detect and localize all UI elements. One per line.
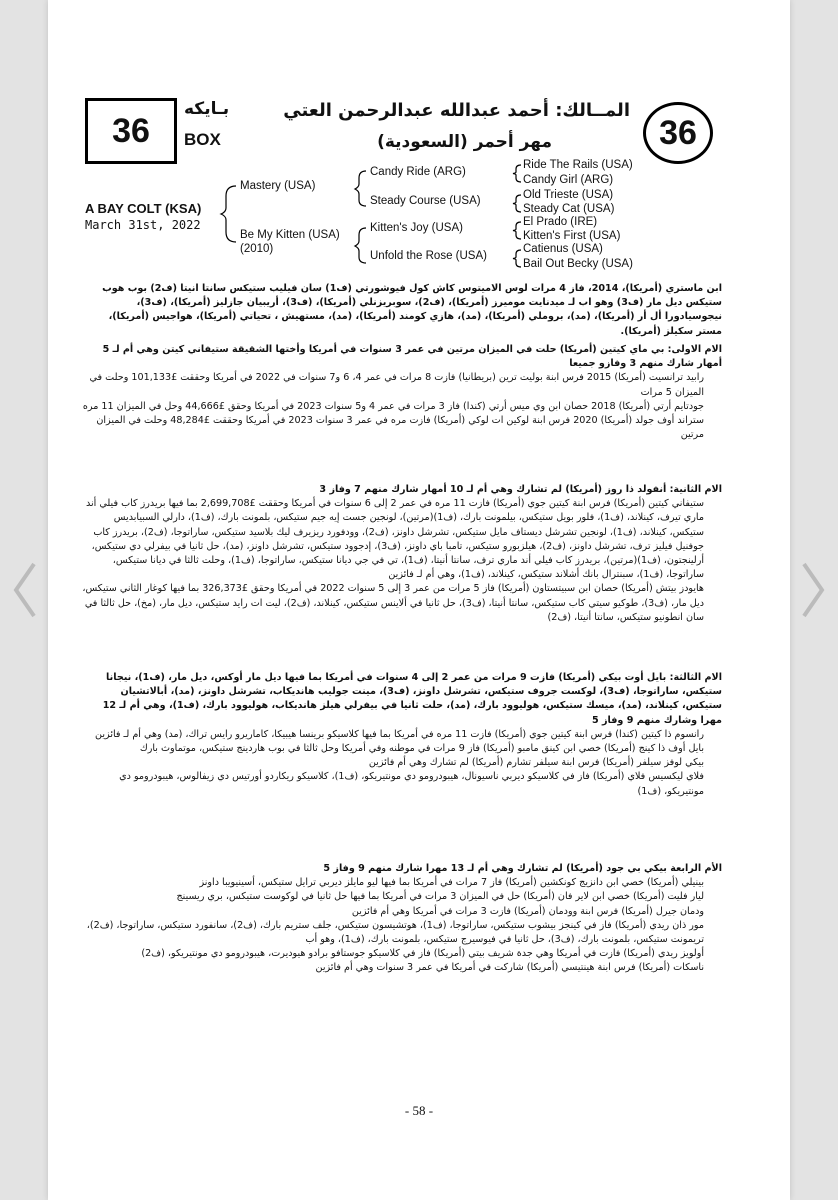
- sire-section: [82, 282, 722, 339]
- pedigree-sdd: Steady Cat (USA): [523, 203, 615, 215]
- first-dam-offspring-1: رابيد ترانسيت (أمريكا) 2015 فرس ابنة بوليت ترين (بريطانيا) فازت 8 مرات في عمر 4، 6 و7 سنوات في 2022 في أمريكا وحققت £101,133 وحلت في الميزان 5 مرات: [89, 372, 704, 398]
- pedigree-dam-year: (2010): [240, 243, 274, 255]
- third-dam-offspring-2: بايل أوف ذا كينج (أمريكا) خصي ابن كينق مامبو (أمريكا) فاز 9 مرات في موطنه وفي أمريكا وحل ثالثا في بوب هاردينج ستيكس، موتماوث بارك: [139, 743, 704, 755]
- fourth-dam-offspring-6: ناسكات (أمريكا) فرس ابنة هينتيسي (أمريكا) شاركت في أمريكا في عمر 3 سنوات وهي أم فائزين: [315, 962, 704, 974]
- second-dam-section: [82, 483, 722, 625]
- fourth-dam-offspring-3: ودمان جيرل (أمريكا) فرس ابنة وودمان (أمريكا) فازت 3 مرات في أمريكا وهي أم فائزين: [351, 905, 704, 917]
- next-page-arrow[interactable]: [798, 560, 828, 620]
- fourth-dam-section: [82, 862, 722, 976]
- bay-label: بـايكه: [184, 99, 230, 119]
- fourth-dam-offspring-5: أولويز ريدي (أمريكا) فازت في أمريكا وهي جدة شريف بيتي (أمريكا) فاز في كلاسيكو جوستافو برادو هيوديرت، هيبودرومو دي مونتيريكو، (ف2): [141, 948, 704, 960]
- third-dam-section: [82, 671, 722, 799]
- fourth-dam-offspring-1: بينيلي (أمريكا) خصي ابن دانزيج كونكشين (أمريكا) فاز 7 مرات في أمريكا بما فيها ليو مايلز ديربي ترايل ستيكس، أسينيويبا داونز: [199, 877, 704, 889]
- box-label: BOX: [184, 130, 221, 149]
- third-dam-offspring-3: بيكي لوفز سيلفر (أمريكا) فرس ابنة سيلفر تشارم (أمريكا) لم تشارك وهي أم فائزين: [368, 757, 704, 769]
- pedigree-dam-dam: Unfold the Rose (USA): [370, 250, 487, 262]
- fourth-dam-offspring-4: مور ذان ريدي (أمريكا) فاز في كينجز بيشوب ستيكس، ساراتوجا، (ف1)، هوتشيسون ستيكس، جلف ستريم بارك، (ف2)، سانفورد ستيكس، ساراتوجا، (ف2)، تريمونت ستيكس، بلمونت بارك، (ف3)، حل ثانيا في فيوسيرج ستيكس، بلمونت بارك، (ف1)، وهو أب: [86, 919, 704, 946]
- pedigree-ssd: Candy Girl (ARG): [523, 174, 614, 186]
- pedigree-dam-sire: Kitten's Joy (USA): [370, 222, 463, 234]
- first-dam-offspring-2: جودتايم أرتي (أمريكا) 2018 حصان ابن وي ميس أرتي (كندا) فاز 3 مرات في عمر 4 و5 سنوات 2023 في أمريكا وحقق £44,666 وحل في الميزان 11 مره: [82, 400, 704, 412]
- page-number: - 58 -: [404, 1103, 434, 1118]
- sire-paragraph: ابن ماستري (أمريكا)، 2014، فاز 4 مرات لوس الاميتوس كاش كول فيوشورتي (ف1) سان فيليب ستيكس سانتا انيتا (ف2) بوب هوب ستيكس ديل مار (ف3) وهو اب لـ ميدنايت موميرز (أمريكا)، (ف2)، سوبريزنلي (أمريكا)، (ف3)، أريبيان جازليز (أمريكا)، (ف3)، نيجوسيادورا أل أر (أمريكا)، (مد)، بروملي (أمريكا)، (مد)، هازي كومند (أمريكا)، (مد)، مستهيش ، تحياتي (أمريكا)، هواجيس (أمريكا)، مستر سكيلز (أمريكا).: [102, 283, 722, 337]
- pedigree-sire-sire: Candy Ride (ARG): [370, 166, 466, 178]
- third-dam-offspring-4: فلاي ليكسيس فلاي (أمريكا) فاز في كلاسيكو ديربي ناسيونال، هيبودرومو دي مونتيريكو، (ف1)، كلاسيكو ريكاردو أورتيس دي زيفالوس، هيبودرومو دي مونتيريكو، (ف1): [119, 771, 704, 797]
- pedigree-dsd: Kitten's First (USA): [523, 230, 621, 242]
- second-dam-offspring-1: ستيفاني كيتين (أمريكا) فرس ابنة كيتين جوي (أمريكا) فازت 11 مره في عمر 2 إلى 6 سنوات في أمريكا وحققت £2,699,708 بما فيها بريدرز كاب فيلي أند ماري تيرف، كينلاند، (ف1)، فلور بويل ستيكس، بيلمونت بارك، (ف1)(مرتين)، لونجين جست إيه جيم ستيكس، بلمونت بارك، (ف1)، دارلي السبيابديس ستيكس، كينلاند، (ف1)، لونجين تشرشل ديستاف مايل ستيكس، تشرشل داونز، (ف2)، وودفورد ريزيرف ليك بلاسيد ستيكس، ساراتوجا، (ف2)، بريدرز كاب جوفنيل فيليز ترف، تشرشل داونز، (ف2)، هيلزبورو ستيكس، تامبا باي داونز، (ف3)، إدجوود ستيكس، تشرشل داونز، (مد)، حل ثانيا في بيفرلي دي ستيكس، أرلينجتون، (ف1)(مرتين)، بريدرز كاب فيلي أند ماري ترف، سانتا أنيتا، (ف1)، تي في جي ديانا ستيكس، ساراتوجا، (ف1)، وحلت ثالثا في ديانا ستيكس، ساراتوجا، (ف1)، سبنترال بانك أشلاند ستيكس، كينلاند، (ف1)، وهي أم لـ فائزين: [85, 498, 704, 581]
- pedigree-dss: El Prado (IRE): [523, 216, 598, 228]
- lot-number-box: 36: [85, 98, 177, 164]
- pedigree-dam: Be My Kitten (USA): [240, 229, 340, 241]
- pedigree-dds: Catienus (USA): [523, 243, 603, 255]
- pedigree-sss: Ride The Rails (USA): [523, 159, 633, 171]
- owner-name: المــالك: أحمد عبدالله عبدالرحمن العتي: [283, 100, 630, 121]
- horse-description: مهر أحمر (السعودية): [377, 132, 552, 152]
- colt-title: A BAY COLT (KSA): [85, 201, 202, 216]
- pedigree-ddd: Bail Out Becky (USA): [523, 258, 633, 270]
- third-dam-heading: الام الثالثة: بايل أوت بيكي (أمريكا) فازت 9 مرات من عمر 2 إلى 4 سنوات في أمريكا بما فيها ديل مار أوكس، ديل مار، (ف1)، نيجانا ستيكس، ساراتوجا، (ف3)، لوكست جروف ستيكس، تشرشل داونز، (ف3)، مينت جوليب هانديكاب، تشرشل داونز، (مد)، أبالاتشيان ستيكس، كينلاند، (مد)، ميسك ستيكس، هوليوود بارك، (مد)، حلت ثانيا في بيفرلي هيلز هانديكاب، هوليوود بارك، (ف1)، وهي أم لـ 12 مهرا وشارك منهم 9 وفاز 5: [102, 672, 722, 726]
- fourth-dam-offspring-2: ليار فليت (أمريكا) خصي ابن لاير فان (أمريكا) حل في الميزان 3 مرات في أمريكا بما فيها حل ثانيا في لوكوست ستيكس، بري ريسينج: [176, 891, 704, 903]
- second-dam-offspring-2: هايودز بيتش (أمريكا) حصان ابن سبيتستاون (أمريكا) فاز 5 مرات من عمر 3 إلى 5 سنوات 2022 في أمريكا وحقق £326,373 بما فيها كوغار الثاني ستيكس، ديل مار، (ف3)، طوكيو سيتي كاب ستيكس، سانتا أنيتا، (ف3)، حل ثانيا في ألاينس ستيكس، كينلاند، (ف2)، ليت ات رايد ستيكس، ديل مار، (مخ)، حل ثالثا في سان انطونيو ستيكس، سانتا أنيتا، (ف2): [82, 583, 704, 623]
- second-dam-heading: الام الثانية: أنفولد ذا روز (أمريكا) لم تشارك وهي أم لـ 10 أمهار شارك منهم 7 وفاز 3: [319, 484, 722, 495]
- fourth-dam-heading: الأم الرابعة بيكي بي جود (أمريكا) لم تشارك وهي أم لـ 13 مهرا شارك منهم 9 وفاز 5: [323, 863, 722, 874]
- pedigree-sire-dam: Steady Course (USA): [370, 195, 481, 207]
- previous-page-arrow[interactable]: [10, 560, 40, 620]
- third-dam-offspring-1: رانسوم ذا كيتين (كندا) فرس ابنة كيتين جوي (أمريكا) فازت 11 مره في أمريكا بما فيها كلاسيكو برينسا هيبيكا، كاماريرو رايس تراك، (مد) وهي أم لـ فائزين: [95, 728, 704, 740]
- birth-date: March 31st, 2022: [85, 218, 201, 232]
- first-dam-offspring-3: ستراند أوف جولد (أمريكا) 2020 فرس ابنة لوكين ات لوكي (أمريكا) فازت مره في عمر 3 سنوات 2023 في أمريكا وحققت £48,284 وحلت في الميزان مرتين: [96, 415, 704, 441]
- first-dam-section: [82, 343, 722, 442]
- lot-number-circle: 36: [643, 102, 713, 164]
- first-dam-heading: الام الاولى: بي ماي كيتين (أمريكا) حلت في الميزان مرتين في عمر 3 سنوات في أمريكا وأختها الشقيقة ستيفاني كيتن وهي أم لـ 5 أمهار شارك منهم 3 وفازو جميعا: [102, 344, 722, 370]
- pedigree-sds: Old Trieste (USA): [523, 189, 614, 201]
- pedigree-sire: Mastery (USA): [240, 180, 316, 192]
